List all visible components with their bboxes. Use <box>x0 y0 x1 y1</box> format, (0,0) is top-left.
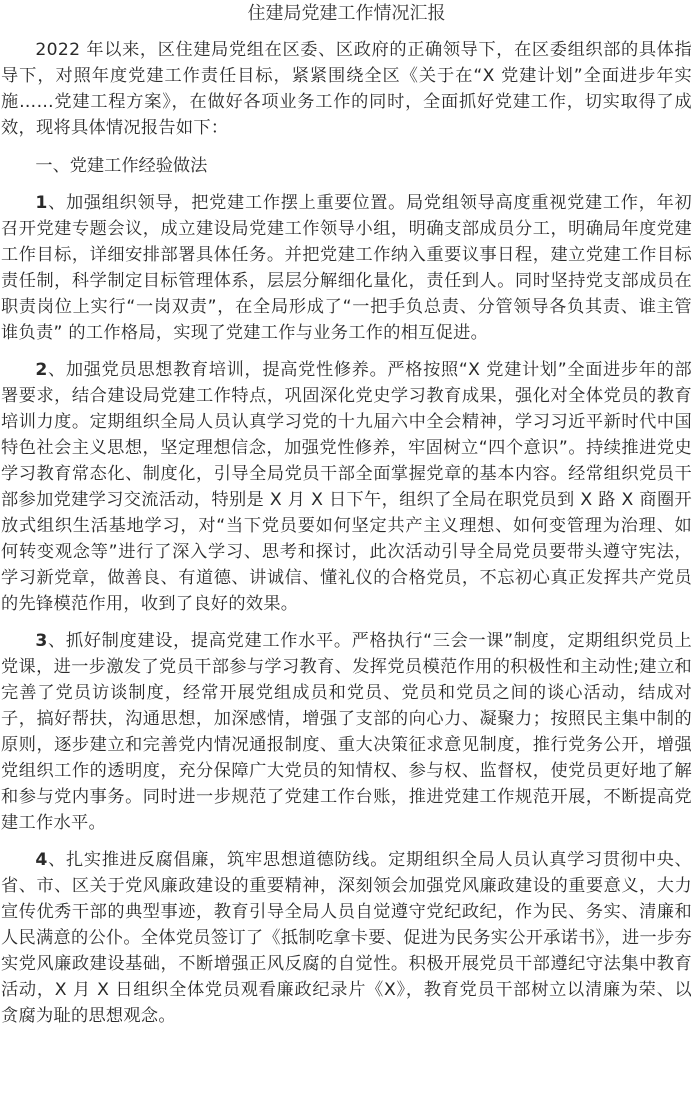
item-number: 1 <box>35 193 48 213</box>
item-text: 、加强组织领导，把党建工作摆上重要位置。局党组领导高度重视党建工作，年初召开党建专题会议，成立建设局党建工作领导小组，明确支部成员分工，明确局年度党建工作目标，详细安排部署具体任务。并把党建工作纳入重要议事日程，建立党建工作目标责任制，科学制定目标管理体系，层层分解细化量化，责任到人。同时坚持党支部成员在职责岗位上实行“一岗双责”，在全局形成了“一把手负总责、分管领导各负其责、谁主管谁负责” 的工作格局，实现了党建工作与业务工作的相互促进。 <box>1 193 692 343</box>
item-number: 3 <box>35 631 48 651</box>
section-heading: 一、党建工作经验做法 <box>35 156 208 176</box>
document-title: 住建局党建工作情况汇报 <box>247 3 446 24</box>
item-paragraph-4 <box>1 847 692 1029</box>
item-number: 2 <box>35 360 48 380</box>
intro-paragraph: 2022 年以来，区住建局党组在区委、区政府的正确领导下，在区委组织部的具体指导下，对照年度党建工作责任目标，紧紧围绕全区《关于在“X 党建计划”全面进步年实施……党建工程方案》，在做好各项业务工作的同时，全面抓好党建工作，切实取得了成效，现将具体情况报告如下： <box>1 40 692 138</box>
item-paragraph-2 <box>1 357 692 617</box>
item-number: 4 <box>35 850 48 870</box>
item-text: 、抓好制度建设，提高党建工作水平。严格执行“三会一课”制度，定期组织党员上党课，进一步激发了党员干部参与学习教育、发挥党员模范作用的积极性和主动性;建立和完善了党员访谈制度，经常开展党组成员和党员、党员和党员之间的谈心活动，结成对子，搞好帮扶，沟通思想，加深感情，增强了支部的向心力、凝聚力；按照民主集中制的原则，逐步建立和完善党内情况通报制度、重大决策征求意见制度，推行党务公开，增强党组织工作的透明度，充分保障广大党员的知情权、参与权、监督权，使党员更好地了解和参与党内事务。同时进一步规范了党建工作台账，推进党建工作规范开展，不断提高党建工作水平。 <box>1 631 692 833</box>
item-text: 、扎实推进反腐倡廉，筑牢思想道德防线。定期组织全局人员认真学习贯彻中央、省、市、区关于党风廉政建设的重要精神，深刻领会加强党风廉政建设的重要意义，大力宣传优秀干部的典型事迹，教育引导全局人员自觉遵守党纪政纪，作为民、务实、清廉和人民满意的公仆。全体党员签订了《抵制吃拿卡要、促进为民务实公开承诺书》，进一步夯实党风廉政建设基础，不断增强正风反腐的自觉性。积极开展党员干部遵纪守法集中教育活动，X 月 X 日组织全体党员观看廉政纪录片《X》，教育党员干部树立以清廉为荣、以贪腐为耻的思想观念。 <box>1 850 692 1026</box>
item-paragraph-1 <box>1 190 692 346</box>
item-text: 、加强党员思想教育培训，提高党性修养。严格按照“X 党建计划”全面进步年的部署要求，结合建设局党建工作特点，巩固深化党史学习教育成果，强化对全体党员的教育培训力度。定期组织全局人员认真学习党的十九届六中全会精神，学习习近平新时代中国特色社会主义思想，坚定理想信念，加强党性修养，牢固树立“四个意识”。持续推进党史学习教育常态化、制度化，引导全局党员干部全面掌握党章的基本内容。经常组织党员干部参加党建学习交流活动，特别是 X 月 X 日下午，组织了全局在职党员到 X 路 X 商圈开放式组织生活基地学习，对“当下党员要如何坚定共产主义理想、如何变管理为治理、如何转变观念等”进行了深入学习、思考和探讨，此次活动引导全局党员要带头遵守宪法，学习新党章，做善良、有道德、讲诚信、懂礼仪的合格党员，不忘初心真正发挥共产党员的先锋模范作用，收到了良好的效果。 <box>1 360 692 614</box>
item-paragraph-3 <box>1 628 692 836</box>
